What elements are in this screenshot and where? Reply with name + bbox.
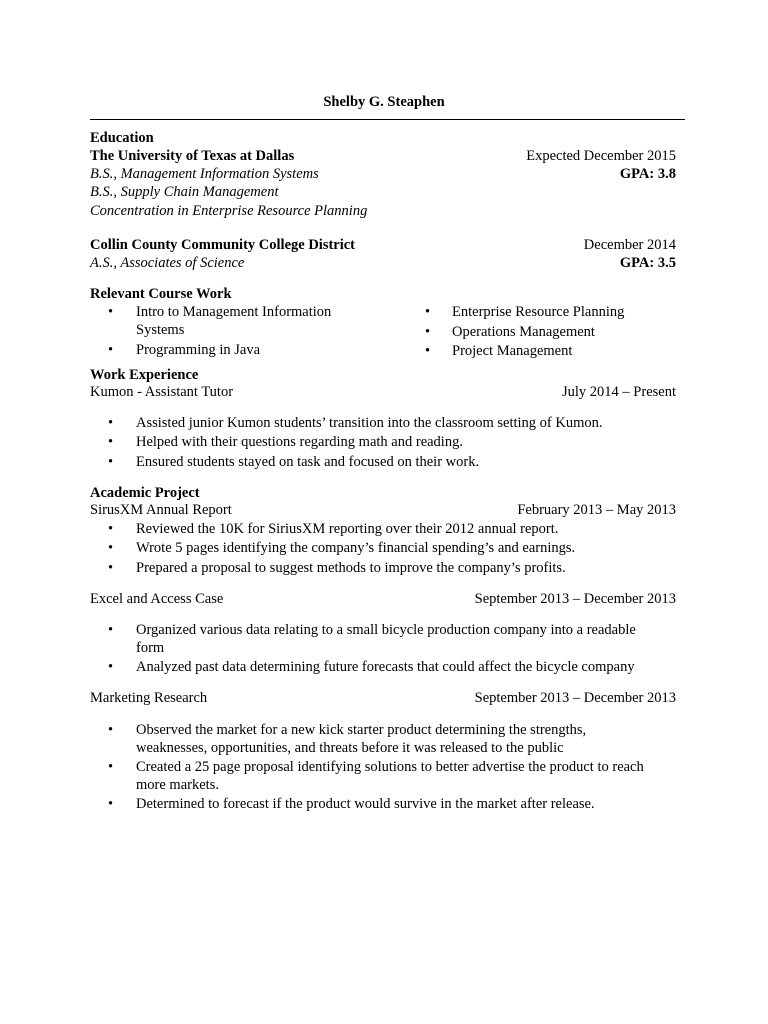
degree: B.S., Supply Chain Management [90, 184, 279, 200]
bullet-icon: • [108, 415, 114, 431]
degree: A.S., Associates of Science [90, 255, 245, 271]
school-name: Collin County Community College District [90, 237, 356, 253]
bullet-icon: • [108, 796, 114, 812]
project-title: Marketing Research [90, 690, 208, 706]
bullet-icon: • [108, 560, 114, 576]
degree: B.S., Management Information Systems [90, 166, 319, 182]
concentration: Concentration in Enterprise Resource Planning [90, 203, 368, 219]
resume-name: Shelby G. Steaphen [323, 94, 445, 110]
project-date: September 2013 – December 2013 [474, 591, 676, 607]
project-title: Excel and Access Case [90, 591, 224, 607]
academic-heading: Academic Project [90, 485, 200, 501]
education-heading: Education [90, 130, 154, 146]
gpa: GPA: 3.5 [619, 255, 676, 271]
bullet-icon: • [108, 454, 114, 470]
job-title: Kumon - Assistant Tutor [90, 384, 234, 400]
bullet-icon: • [425, 324, 431, 340]
bullet-icon: • [108, 759, 114, 775]
resume-page: Shelby G. Steaphen Education The University of Texas at Dallas Expected December 2015 B.S., Management Information Systems GPA: 3.8 B.S., Supply Chain Management Concentration in Enterprise Resource Planning Collin County Community College District December 2014 A.S., Associates of Science GPA: 3.5 Relevant Course Work • Intro to Management Information Systems • Programming in Java • Enterprise Resource Planning • Operations Management • Project Management Work Experience Kumon - Assistant Tutor July 2014 – Present • Assisted junior Kumon students’ transition into the classroom setting of Kumon. • Helped with their questions regarding math and reading. • Ensured students stayed on task and focused on their work. Academic Project SirusXM Annual Report February 2013 – May 2013 • Reviewed the 10K for SiriusXM reporting over their 2012 annual report. • Wrote 5 pages identifying the company’s financial spending’s and earnings. • Prepared a proposal to suggest methods to improve the company’s profits. Excel and Access Case September 2013 – December 2013 • Organized various data relating to a small bicycle production company into a readable form • Analyzed past data determining future forecasts that could affect the bicycle company Marketing Research September 2013 – December 2013 • Observed the market for a new kick starter product determining the strengths, weaknesses, opportunities, and threats before it was released to the public • Created a 25 page proposal identifying solutions to better advertise the product to reach more markets. • Determined to forecast if the product would survive in the market after release. [0, 0, 768, 1024]
bullet-icon: • [108, 434, 114, 450]
bullet-icon: • [108, 342, 114, 358]
bullet-icon: • [108, 659, 114, 675]
bullet-icon: • [108, 622, 114, 638]
school-name: The University of Texas at Dallas [90, 148, 295, 164]
work-heading: Work Experience [90, 367, 199, 383]
project-date: February 2013 – May 2013 [517, 502, 676, 518]
job-date: July 2014 – Present [562, 384, 676, 400]
bullet-icon: • [108, 304, 114, 320]
project-date: September 2013 – December 2013 [474, 690, 676, 706]
project-title: SirusXM Annual Report [90, 502, 232, 518]
coursework-heading: Relevant Course Work [90, 286, 232, 302]
bullet-icon: • [108, 540, 114, 556]
school-date: December 2014 [583, 237, 676, 253]
bullet-icon: • [425, 343, 431, 359]
school-date: Expected December 2015 [526, 148, 676, 164]
header-divider [90, 119, 685, 120]
bullet-icon: • [425, 304, 431, 320]
bullet-icon: • [108, 722, 114, 738]
bullet-icon: • [108, 521, 114, 537]
gpa: GPA: 3.8 [619, 166, 676, 182]
